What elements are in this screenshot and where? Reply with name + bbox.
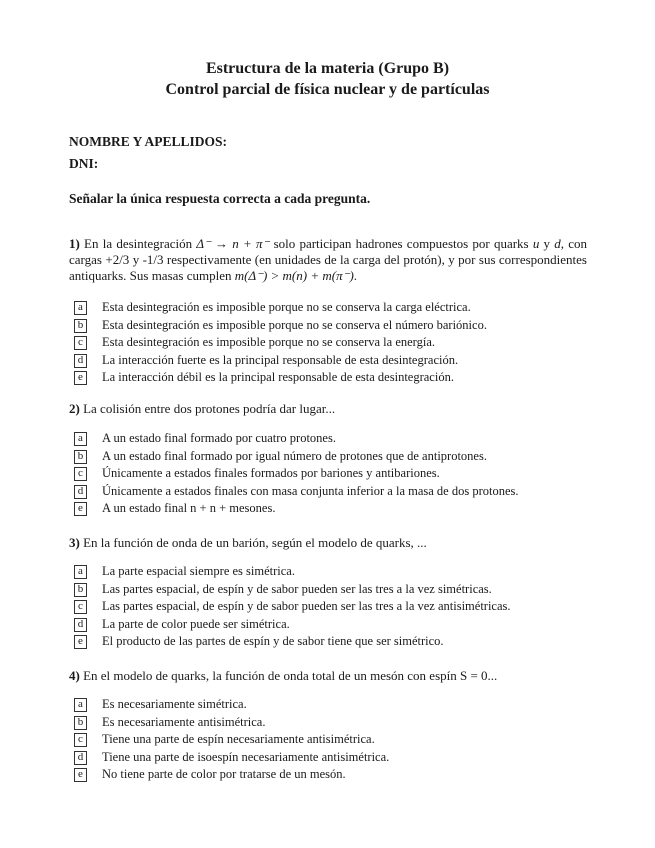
option-label: La parte espacial siempre es simétrica. xyxy=(102,564,295,578)
name-field-label: NOMBRE Y APELLIDOS: xyxy=(69,134,228,149)
formula: Δ⁻ → n + π⁻ xyxy=(196,236,270,251)
option-label: Únicamente a estados finales formados por bariones y antibariones. xyxy=(102,466,440,481)
option-label: Es necesariamente simétrica. xyxy=(102,697,247,711)
option-item[interactable] xyxy=(74,767,594,785)
question-text: En el modelo de quarks, la función de onda total de un mesón con espín S = 0... xyxy=(79,668,498,683)
option-checkbox[interactable]: b xyxy=(74,319,87,333)
option-label: Únicamente a estados finales con masa conjunta inferior a la masa de dos protones. xyxy=(102,483,519,498)
option-item[interactable] xyxy=(74,300,594,318)
question-text: solo participan hadrones compuestos por quarks xyxy=(269,236,533,251)
option-item[interactable] xyxy=(74,466,594,484)
question-number: 3) xyxy=(69,535,80,550)
option-checkbox[interactable]: a xyxy=(74,565,87,579)
option-label: Esta desintegración es imposible porque no se conserva el número bariónico. xyxy=(102,317,487,332)
question-text: , con cargas +2/3 y -1/3 respectivamente (en unidades de la carga del protón), y por sus correspondientes antiquarks. Sus masas cumplen xyxy=(69,236,588,283)
option-item[interactable] xyxy=(74,750,594,768)
option-item[interactable] xyxy=(74,599,594,617)
option-checkbox[interactable]: c xyxy=(74,467,87,481)
option-checkbox[interactable]: d xyxy=(74,354,87,368)
option-checkbox[interactable]: c xyxy=(74,600,87,614)
option-item[interactable] xyxy=(74,715,594,733)
option-item[interactable] xyxy=(74,617,594,635)
option-item[interactable] xyxy=(74,318,594,336)
formula: d xyxy=(554,236,561,251)
option-checkbox[interactable]: e xyxy=(74,768,87,782)
question-3 xyxy=(69,535,587,551)
option-item[interactable] xyxy=(74,634,594,652)
option-checkbox[interactable]: e xyxy=(74,371,87,385)
question-text: La colisión entre dos protones podría dar lugar... xyxy=(79,401,336,416)
question-2 xyxy=(69,401,587,417)
option-checkbox[interactable]: c xyxy=(74,733,87,747)
option-label: Esta desintegración es imposible porque no se conserva la carga eléctrica. xyxy=(102,300,471,314)
question-number: 2) xyxy=(69,401,80,416)
title-course: Estructura de la materia (Grupo B) xyxy=(205,60,450,77)
instructions: Señalar la única respuesta correcta a cada pregunta. xyxy=(69,191,371,206)
formula: m(Δ⁻) > m(n) + m(π⁻) xyxy=(234,268,354,283)
option-checkbox[interactable]: a xyxy=(74,698,87,712)
option-label: A un estado final n + n + mesones. xyxy=(102,501,276,516)
question-text: . xyxy=(353,268,358,283)
option-item[interactable] xyxy=(74,431,594,449)
option-item[interactable] xyxy=(74,501,594,519)
option-checkbox[interactable]: b xyxy=(74,716,87,730)
option-item[interactable] xyxy=(74,353,594,371)
option-label: Tiene una parte de isoespín necesariamente antisimétrica. xyxy=(102,749,390,764)
options-q2 xyxy=(74,431,594,519)
question-text: y xyxy=(539,236,555,251)
option-checkbox[interactable]: b xyxy=(74,450,87,464)
option-item[interactable] xyxy=(74,449,594,467)
option-checkbox[interactable]: c xyxy=(74,336,87,350)
question-text: En la desintegración xyxy=(79,236,197,251)
option-label: A un estado final formado por igual número de protones que de antiprotones. xyxy=(102,448,487,463)
option-checkbox[interactable]: b xyxy=(74,583,87,597)
option-label: La interacción débil es la principal responsable de esta desintegración. xyxy=(102,370,454,385)
title-exam: Control parcial de física nuclear y de partículas xyxy=(165,81,490,98)
option-label: La interacción fuerte es la principal responsable de esta desintegración. xyxy=(102,352,459,367)
question-4 xyxy=(69,668,587,684)
option-checkbox[interactable]: a xyxy=(74,301,87,315)
option-label: Tiene una parte de espín necesariamente antisimétrica. xyxy=(102,732,375,747)
option-checkbox[interactable]: e xyxy=(74,635,87,649)
question-number: 4) xyxy=(69,668,80,683)
option-label: Esta desintegración es imposible porque no se conserva la energía. xyxy=(102,335,435,350)
option-label: Es necesariamente antisimétrica. xyxy=(102,714,266,729)
option-item[interactable] xyxy=(74,335,594,353)
option-item[interactable] xyxy=(74,370,594,388)
options-q4 xyxy=(74,697,594,785)
option-label: El producto de las partes de espín y de sabor tiene que ser simétrico. xyxy=(102,634,444,649)
option-item[interactable] xyxy=(74,697,594,715)
option-item[interactable] xyxy=(74,484,594,502)
options-q1 xyxy=(74,300,594,388)
options-q3 xyxy=(74,564,594,652)
option-item[interactable] xyxy=(74,582,594,600)
option-checkbox[interactable]: d xyxy=(74,751,87,765)
option-label: No tiene parte de color por tratarse de un mesón. xyxy=(102,767,346,782)
option-label: A un estado final formado por cuatro protones. xyxy=(102,431,336,445)
question-number: 1) xyxy=(69,236,80,251)
option-checkbox[interactable]: a xyxy=(74,432,87,446)
option-item[interactable] xyxy=(74,564,594,582)
question-text: En la función de onda de un barión, según el modelo de quarks, ... xyxy=(79,535,427,550)
question-1 xyxy=(69,236,587,284)
formula: u xyxy=(532,236,540,251)
option-label: La parte de color puede ser simétrica. xyxy=(102,616,290,631)
option-label: Las partes espacial, de espín y de sabor pueden ser las tres a la vez simétricas. xyxy=(102,581,492,596)
option-checkbox[interactable]: e xyxy=(74,502,87,516)
option-item[interactable] xyxy=(74,732,594,750)
option-label: Las partes espacial, de espín y de sabor pueden ser las tres a la vez antisimétricas. xyxy=(102,599,511,614)
option-checkbox[interactable]: d xyxy=(74,618,87,632)
dni-field-label: DNI: xyxy=(69,156,99,171)
option-checkbox[interactable]: d xyxy=(74,485,87,499)
